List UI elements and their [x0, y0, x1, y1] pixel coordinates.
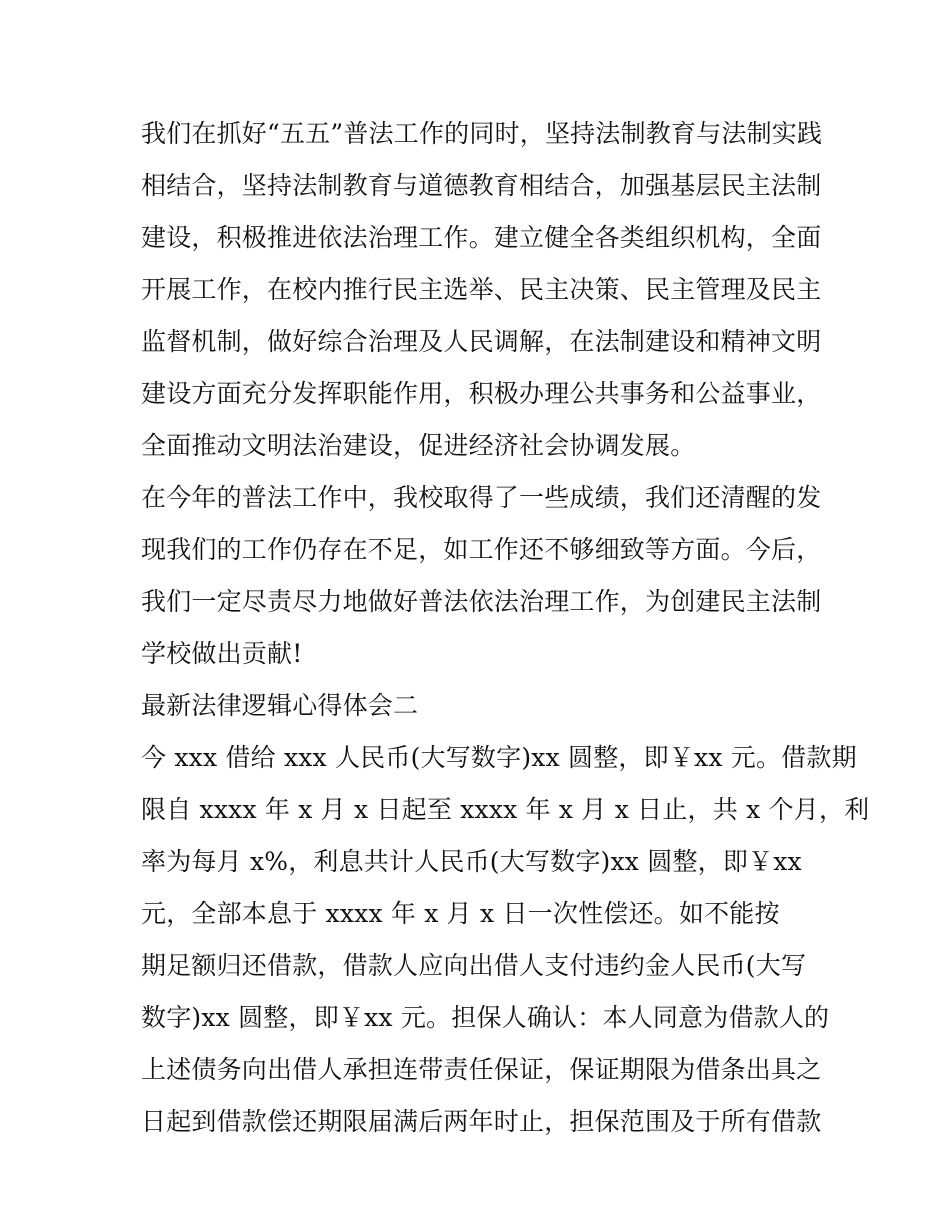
text-line: 建设，积极推进依法治理工作。建立健全各类组织机构，全面	[141, 223, 822, 252]
text-line: 数字)xx 圆整，即￥xx 元。担保人确认：本人同意为借款人的	[141, 1003, 830, 1032]
text-line: 日起到借款偿还期限届满后两年时止，担保范围及于所有借款	[141, 1107, 822, 1136]
text-line: 我们一定尽责尽力地做好普法依法治理工作，为创建民主法制	[141, 587, 822, 616]
text-line: 今 xxx 借给 xxx 人民币(大写数字)xx 圆整，即￥xx 元。借款期	[141, 743, 857, 772]
text-line: 建设方面充分发挥职能作用，积极办理公共事务和公益事业，	[141, 379, 822, 408]
text-line: 率为每月 x%，利息共计人民币(大写数字)xx 圆整，即￥xx	[141, 847, 802, 876]
text-line: 限自 xxxx 年 x 月 x 日起至 xxxx 年 x 月 x 日止，共 x 个月，利	[141, 795, 870, 824]
text-line: 学校做出贡献!	[141, 639, 303, 668]
text-line: 期足额归还借款，借款人应向出借人支付违约金人民币(大写	[141, 951, 807, 980]
section-heading: 最新法律逻辑心得体会二	[141, 691, 419, 720]
text-line: 我们在抓好“五五”普法工作的同时，坚持法制教育与法制实践	[141, 119, 823, 148]
text-line: 全面推动文明法治建设，促进经济社会协调发展。	[141, 431, 696, 460]
text-line: 监督机制，做好综合治理及人民调解，在法制建设和精神文明	[141, 327, 822, 356]
text-line: 相结合，坚持法制教育与道德教育相结合，加强基层民主法制	[141, 171, 822, 200]
text-line: 元，全部本息于 xxxx 年 x 月 x 日一次性偿还。如不能按	[141, 899, 780, 928]
text-line: 上述债务向出借人承担连带责任保证，保证期限为借条出具之	[141, 1055, 822, 1084]
text-line: 在今年的普法工作中，我校取得了一些成绩，我们还清醒的发	[141, 483, 822, 512]
document-body	[141, 108, 870, 1148]
text-line: 现我们的工作仍存在不足，如工作还不够细致等方面。今后，	[141, 535, 822, 564]
text-line: 开展工作，在校内推行民主选举、民主决策、民主管理及民主	[141, 275, 822, 304]
